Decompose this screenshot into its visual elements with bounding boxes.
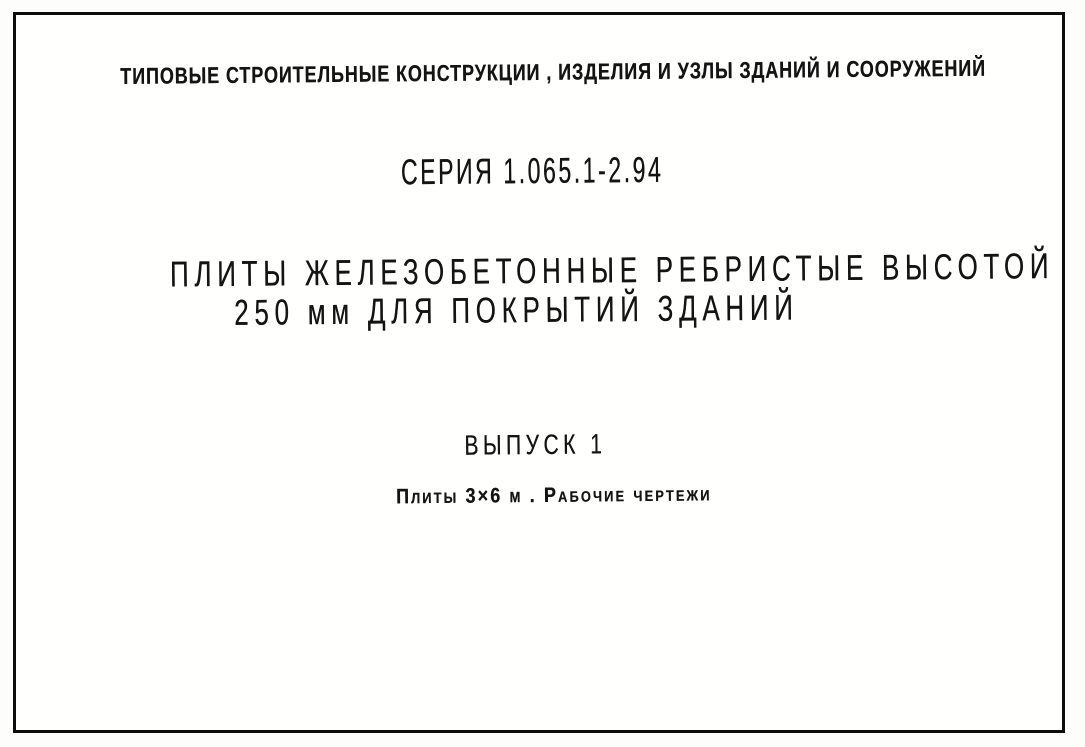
document-subtitle <box>17 480 1063 511</box>
document-subtitle-text: Плиты 3×6 м . Рабочие чертежи <box>396 482 713 509</box>
page-border-frame <box>13 12 1065 733</box>
document-classification-header-text: ТИПОВЫЕ СТРОИТЕЛЬНЫЕ КОНСТРУКЦИИ , ИЗДЕЛИЯ И УЗЛЫ ЗДАНИЙ И СООРУЖЕНИЙ <box>120 54 987 90</box>
document-title-line-2-text: 250 мм ДЛЯ ПОКРЫТИЙ ЗДАНИЙ <box>233 286 799 333</box>
document-title-line-1-text: ПЛИТЫ ЖЕЛЕЗОБЕТОННЫЕ РЕБРИСТЫЕ ВЫСОТОЙ <box>169 245 1055 295</box>
scan-skew-wrapper <box>13 10 1066 735</box>
document-classification-header <box>13 56 1059 89</box>
series-number <box>14 148 1060 194</box>
issue-number <box>17 426 1063 464</box>
series-number-text: СЕРИЯ 1.065.1-2.94 <box>400 148 664 193</box>
issue-number-text: ВЫПУСК 1 <box>464 428 607 461</box>
document-title-line-1 <box>15 245 1061 295</box>
